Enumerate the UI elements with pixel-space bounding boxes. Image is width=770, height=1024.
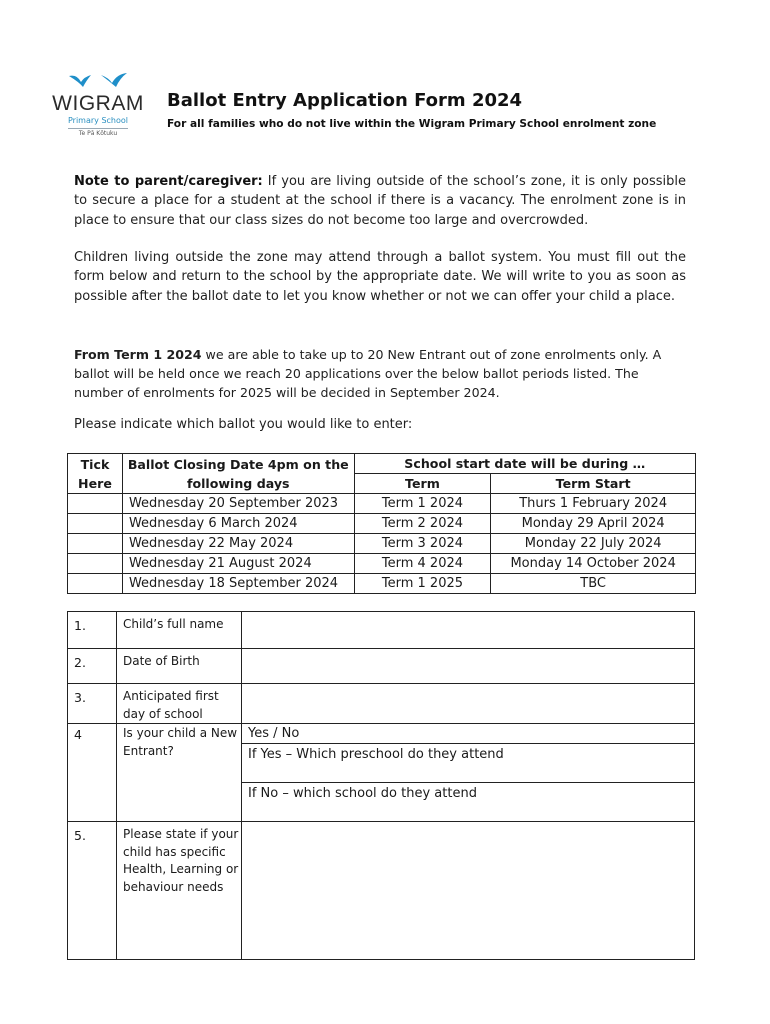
q2-label: Date of Birth [117, 649, 242, 684]
specific-needs-field[interactable] [242, 822, 695, 960]
note-label: Note to parent/caregiver: [74, 174, 263, 189]
logo-subtitle: Primary School [67, 116, 128, 125]
term-cell: Term 1 2024 [354, 494, 491, 514]
school-logo [52, 72, 144, 144]
q3-number: 3. [68, 684, 117, 724]
term-start-cell: Thurs 1 February 2024 [491, 494, 696, 514]
tick-cell[interactable] [68, 554, 123, 574]
term-start-header: Term Start [491, 474, 696, 494]
note-paragraph [74, 172, 686, 230]
q4-label: Is your child a New Entrant? [117, 724, 242, 822]
tick-cell[interactable] [68, 514, 123, 534]
page-subtitle: For all families who do not live within the Wigram Primary School enrolment zone [167, 118, 657, 130]
logo-divider [68, 128, 128, 129]
q5-label: Please state if your child has specific Health, Learning or behaviour needs [117, 822, 242, 960]
tick-cell[interactable] [68, 534, 123, 554]
q5-number: 5. [68, 822, 117, 960]
term-start-cell: Monday 29 April 2024 [491, 514, 696, 534]
term-start-cell: TBC [491, 574, 696, 594]
table-row [68, 494, 696, 514]
term-header: Term [354, 474, 491, 494]
page-title: Ballot Entry Application Form 2024 [167, 90, 523, 111]
ballot-prompt: Please indicate which ballot you would like to enter: [74, 417, 413, 432]
q3-label: Anticipated first day of school [117, 684, 242, 724]
current-school-field[interactable]: If No – which school do they attend [242, 783, 695, 822]
table-row [68, 554, 696, 574]
term-cell: Term 1 2025 [354, 574, 491, 594]
term-cell: Term 4 2024 [354, 554, 491, 574]
term-start-cell: Monday 14 October 2024 [491, 554, 696, 574]
date-of-birth-field[interactable] [242, 649, 695, 684]
preschool-field[interactable]: If Yes – Which preschool do they attend [242, 744, 695, 783]
logo-tagline: Te Pā Kōtuku [78, 130, 118, 137]
start-group-header: School start date will be during … [354, 454, 695, 474]
q1-label: Child’s full name [117, 612, 242, 649]
new-entrant-yes-no[interactable]: Yes / No [242, 724, 695, 744]
closing-header: Ballot Closing Date 4pm on the following days [122, 454, 354, 494]
ballot-info-paragraph: Children living outside the zone may attend through a ballot system. You must fill out the form below and return to the school by the appropriate date. We will write to you as soon as possible after the ballot date to let you know whether or not we can offer your child a place. [74, 250, 686, 304]
table-row [68, 534, 696, 554]
term-cell: Term 2 2024 [354, 514, 491, 534]
closing-date-cell: Wednesday 20 September 2023 [122, 494, 354, 514]
q4-number: 4 [68, 724, 117, 822]
term-start-cell: Monday 22 July 2024 [491, 534, 696, 554]
term-note-text: we are able to take up to 20 New Entrant out of zone enrolments only. A ballot will be held once we reach 20 applications over the below ballot periods listed. The number of enrolments for 2025 will be decided in September 2024. [74, 347, 662, 400]
child-name-field[interactable] [242, 612, 695, 649]
closing-date-cell: Wednesday 18 September 2024 [122, 574, 354, 594]
tick-cell[interactable] [68, 494, 123, 514]
logo-name: WIGRAM [52, 92, 144, 115]
first-day-field[interactable] [242, 684, 695, 724]
q1-number: 1. [68, 612, 117, 649]
ballot-table [67, 453, 696, 594]
term-note-label: From Term 1 2024 [74, 347, 202, 362]
closing-date-cell: Wednesday 6 March 2024 [122, 514, 354, 534]
note-text: If you are living outside of the school’s zone, it is only possible to secure a place for a student at the school if there is a vacancy. The enrolment zone is in place to ensure that our class sizes do not become too large and overcrowded. [74, 174, 686, 228]
table-row [68, 574, 696, 594]
closing-date-cell: Wednesday 22 May 2024 [122, 534, 354, 554]
q2-number: 2. [68, 649, 117, 684]
table-row [68, 514, 696, 534]
term-cell: Term 3 2024 [354, 534, 491, 554]
closing-date-cell: Wednesday 21 August 2024 [122, 554, 354, 574]
tick-cell[interactable] [68, 574, 123, 594]
child-details-form [67, 611, 695, 960]
term-note-paragraph [74, 345, 690, 402]
tick-header: Tick Here [68, 454, 123, 494]
birds-icon [67, 72, 129, 92]
